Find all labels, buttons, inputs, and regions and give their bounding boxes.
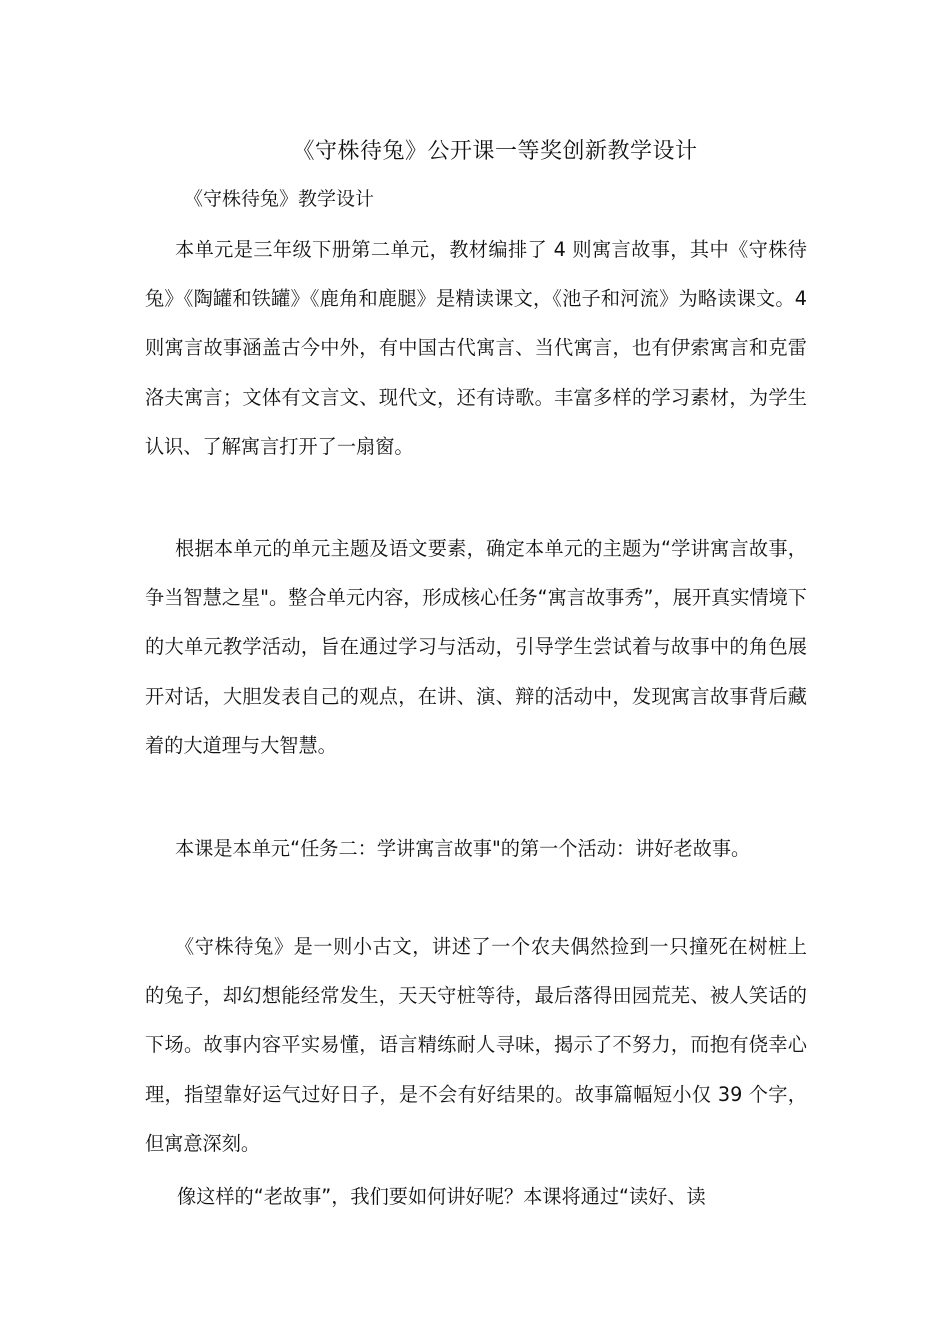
paragraph-unit-overview: 本单元是三年级下册第二单元，教材编排了 4 则寓言故事，其中《守株待兔》《陶罐和铁罐》《鹿角和鹿腿》是精读课文，《池子和河流》为略读课文。4 则寓言故事涵盖古今中外，有中国古代寓言、当代寓言，也有伊索寓言和克雷洛夫寓言；文体有文言文、现代文，还有诗歌。丰富多样的学习素材，为学生认识、了解寓言打开了一扇窗。 bbox=[145, 238, 807, 458]
paragraph-unit-theme: 根据本单元的单元主题及语文要素，确定本单元的主题为“学讲寓言故事，争当智慧之星"。整合单元内容，形成核心任务“寓言故事秀”，展开真实情境下的大单元教学活动，旨在通过学习与活动，引导学生尝试着与故事中的角色展开对话，大胆发表自己的观点，在讲、演、辩的活动中，发现寓言故事背后藏着的大道理与大智慧。 bbox=[145, 537, 807, 757]
document-subtitle: 《守株待兔》教学设计 bbox=[184, 188, 375, 210]
paragraph-lesson-position: 本课是本单元“任务二：学讲寓言故事"的第一个活动：讲好老故事。 bbox=[175, 837, 751, 860]
document-title: 《守株待兔》公开课一等奖创新教学设计 bbox=[292, 139, 698, 164]
paragraph-teaching-approach: 像这样的“老故事”，我们要如何讲好呢？本课将通过“读好、读 bbox=[177, 1185, 706, 1208]
paragraph-text-analysis: 《守株待兔》是一则小古文，讲述了一个农夫偶然捡到一只撞死在树桩上的兔子，却幻想能经常发生，天天守桩等待，最后落得田园荒芜、被人笑话的下场。故事内容平实易懂，语言精练耐人寻味，揭示了不努力，而抱有侥幸心理，指望靠好运气过好日子，是不会有好结果的。故事篇幅短小仅 39 个字，但寓意深刻。 bbox=[145, 935, 807, 1155]
